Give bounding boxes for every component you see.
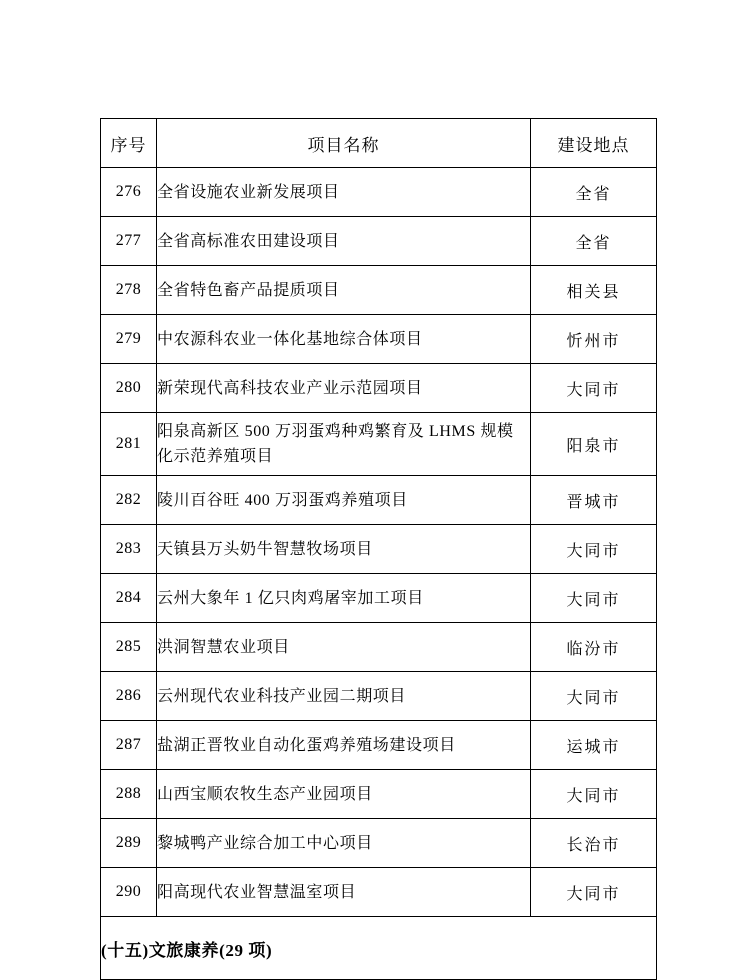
cell-seq: 280 <box>101 364 157 413</box>
cell-project-name: 新荣现代高科技农业产业示范园项目 <box>157 364 531 413</box>
cell-project-name: 全省设施农业新发展项目 <box>157 168 531 217</box>
project-table-container <box>100 118 656 980</box>
cell-location: 临汾市 <box>531 623 657 672</box>
cell-seq: 277 <box>101 217 157 266</box>
cell-location: 阳泉市 <box>531 413 657 476</box>
table-row <box>101 364 657 413</box>
cell-location: 长治市 <box>531 819 657 868</box>
cell-project-name: 阳泉高新区 500 万羽蛋鸡种鸡繁育及 LHMS 规模化示范养殖项目 <box>157 413 531 476</box>
table-header <box>101 119 657 168</box>
cell-project-name: 天镇县万头奶牛智慧牧场项目 <box>157 525 531 574</box>
table-row <box>101 413 657 476</box>
cell-location: 全省 <box>531 168 657 217</box>
cell-seq: 288 <box>101 770 157 819</box>
cell-project-name: 洪洞智慧农业项目 <box>157 623 531 672</box>
section-heading: (十五)文旅康养(29 项) <box>101 917 657 980</box>
cell-project-name: 山西宝顺农牧生态产业园项目 <box>157 770 531 819</box>
cell-seq: 284 <box>101 574 157 623</box>
table-row <box>101 217 657 266</box>
project-table <box>100 118 657 980</box>
cell-location: 全省 <box>531 217 657 266</box>
cell-seq: 278 <box>101 266 157 315</box>
table-row <box>101 476 657 525</box>
table-row <box>101 168 657 217</box>
cell-project-name: 云州大象年 1 亿只肉鸡屠宰加工项目 <box>157 574 531 623</box>
table-row <box>101 525 657 574</box>
cell-project-name: 云州现代农业科技产业园二期项目 <box>157 672 531 721</box>
cell-project-name: 黎城鸭产业综合加工中心项目 <box>157 819 531 868</box>
cell-seq: 283 <box>101 525 157 574</box>
column-header-place: 建设地点 <box>531 119 657 168</box>
cell-seq: 279 <box>101 315 157 364</box>
cell-project-name: 全省高标准农田建设项目 <box>157 217 531 266</box>
table-section-row <box>101 917 657 980</box>
cell-location: 大同市 <box>531 770 657 819</box>
cell-location: 大同市 <box>531 364 657 413</box>
table-body <box>101 168 657 980</box>
table-row <box>101 868 657 917</box>
table-row <box>101 266 657 315</box>
cell-location: 大同市 <box>531 525 657 574</box>
table-row <box>101 574 657 623</box>
cell-location: 运城市 <box>531 721 657 770</box>
cell-project-name: 阳高现代农业智慧温室项目 <box>157 868 531 917</box>
cell-location: 大同市 <box>531 868 657 917</box>
table-row <box>101 721 657 770</box>
cell-seq: 281 <box>101 413 157 476</box>
cell-project-name: 中农源科农业一体化基地综合体项目 <box>157 315 531 364</box>
cell-seq: 287 <box>101 721 157 770</box>
cell-project-name: 盐湖正晋牧业自动化蛋鸡养殖场建设项目 <box>157 721 531 770</box>
cell-seq: 286 <box>101 672 157 721</box>
cell-location: 大同市 <box>531 672 657 721</box>
cell-project-name: 陵川百谷旺 400 万羽蛋鸡养殖项目 <box>157 476 531 525</box>
column-header-name: 项目名称 <box>157 119 531 168</box>
cell-location: 晋城市 <box>531 476 657 525</box>
table-row <box>101 819 657 868</box>
cell-location: 相关县 <box>531 266 657 315</box>
cell-seq: 289 <box>101 819 157 868</box>
table-row <box>101 770 657 819</box>
table-row <box>101 623 657 672</box>
column-header-seq: 序号 <box>101 119 157 168</box>
cell-seq: 290 <box>101 868 157 917</box>
cell-project-name: 全省特色畜产品提质项目 <box>157 266 531 315</box>
cell-seq: 282 <box>101 476 157 525</box>
cell-seq: 285 <box>101 623 157 672</box>
cell-location: 大同市 <box>531 574 657 623</box>
table-row <box>101 315 657 364</box>
cell-location: 忻州市 <box>531 315 657 364</box>
cell-seq: 276 <box>101 168 157 217</box>
table-header-row <box>101 119 657 168</box>
table-row <box>101 672 657 721</box>
